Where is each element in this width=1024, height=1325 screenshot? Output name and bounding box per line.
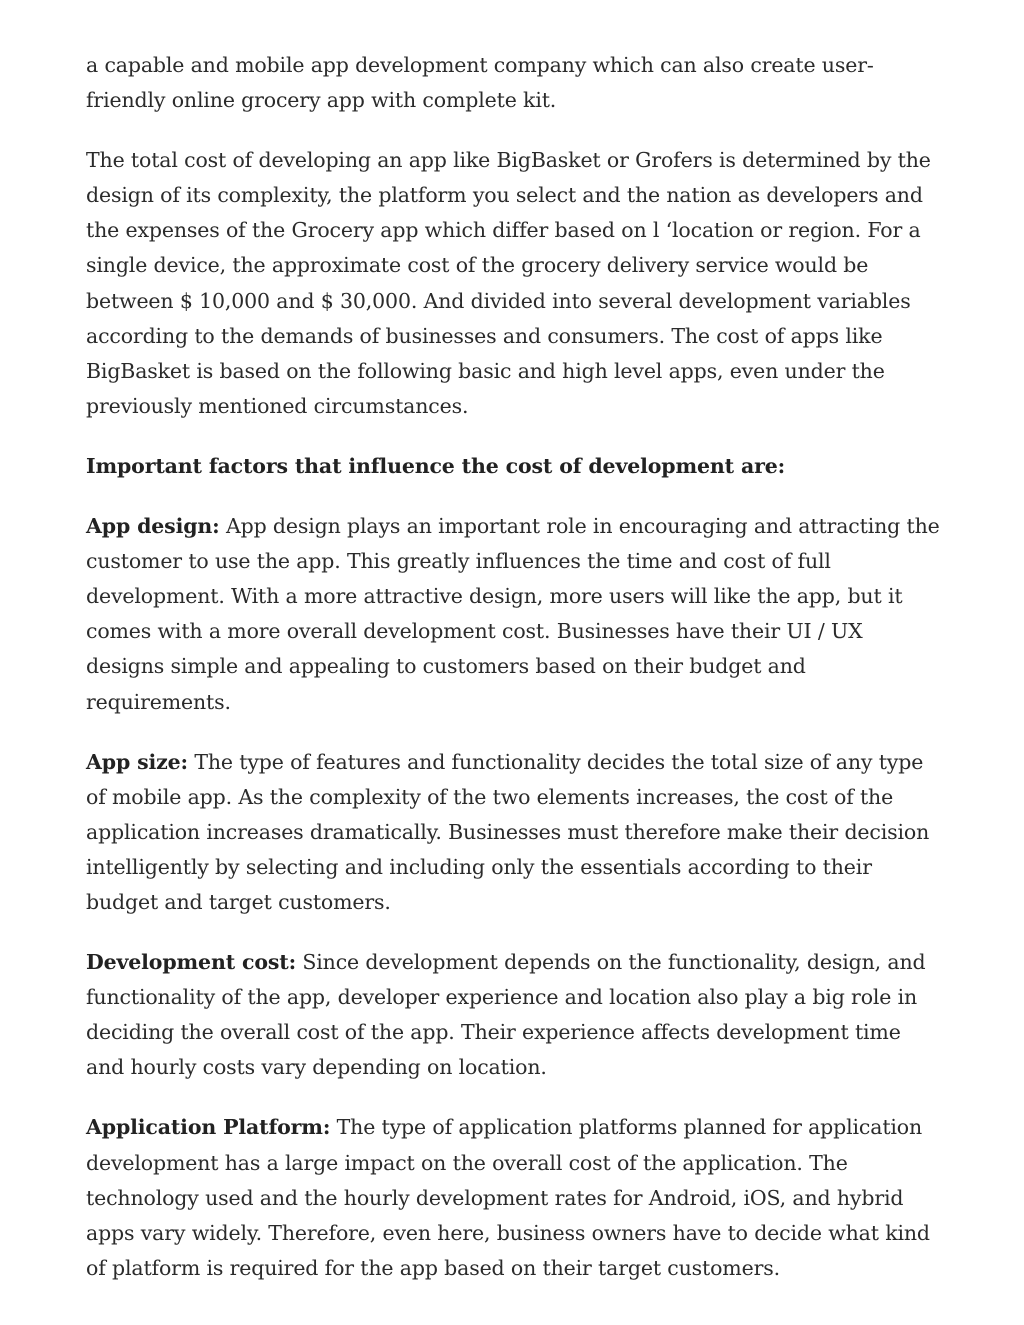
- factors-heading: Important factors that influence the cost of development are:: [86, 453, 786, 478]
- factor-app-design-label: App design:: [86, 514, 220, 539]
- factor-development-cost-label: Development cost:: [86, 950, 296, 975]
- factor-app-size-label: App size:: [86, 749, 188, 774]
- factor-development-cost-text: Since development depends on the functionality, design, and functionality of the app, developer experience and location also play a big role in deciding the overall cost of the app. Their experience affects development time and hourly costs vary depending on location.: [86, 950, 926, 1080]
- factor-application-platform-label: Application Platform:: [86, 1115, 331, 1140]
- intro-paragraph-continued: a capable and mobile app development company which can also create user-friendly online grocery app with complete kit.: [86, 53, 874, 113]
- cost-overview-paragraph: The total cost of developing an app like BigBasket or Grofers is determined by the design of its complexity, the platform you select and the nation as developers and the expenses of the Grocery app which differ based on l ‘location or region. For a single device, the approximate cost of the grocery delivery service would be between $ 10,000 and $ 30,000. And divided into several development variables according to the demands of businesses and consumers. The cost of apps like BigBasket is based on the following basic and high level apps, even under the previously mentioned circumstances.: [86, 148, 931, 418]
- factor-app-design: [86, 509, 944, 720]
- factor-application-platform: [86, 1110, 944, 1285]
- factor-application-platform-text: The type of application platforms planned for application development has a large impact on the overall cost of the application. The technology used and the hourly development rates for Android, iOS, and hybrid apps vary widely. Therefore, even here, business owners have to decide what kind of platform is required for the app based on their target customers.: [86, 1115, 930, 1280]
- factor-app-size-text: The type of features and functionality decides the total size of any type of mobile app. As the complexity of the two elements increases, the cost of the application increases dramatically. Businesses must therefore make their decision intelligently by selecting and including only the essentials according to their budget and target customers.: [86, 749, 930, 914]
- factor-development-cost: [86, 945, 944, 1085]
- article-body: [86, 48, 944, 1311]
- factor-app-size: [86, 745, 944, 920]
- factor-app-design-text: App design plays an important role in encouraging and attracting the customer to use the app. This greatly influences the time and cost of full development. With a more attractive design, more users will like the app, but it comes with a more overall development cost. Businesses have their UI / UX designs simple and appealing to customers based on their budget and requirements.: [86, 514, 940, 714]
